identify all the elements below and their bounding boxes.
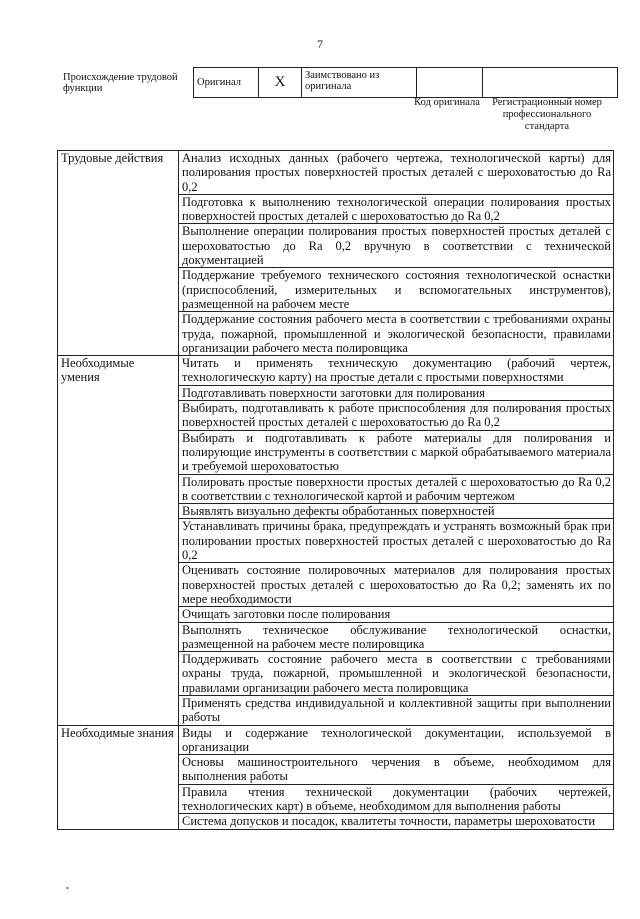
section-item: Основы машиностроительного черчения в объеме, необходимом для выполнения работы [179,755,614,785]
section-title: Необходимые знания [58,725,179,829]
section-item: Подготавливать поверхности заготовки для полирования [179,385,614,400]
table-row [58,151,614,195]
section-item: Устанавливать причины брака, предупреждать и устранять возможный брак при полировании простых поверхностей простых деталей с шероховатостью до Ra 0,2 [179,519,614,563]
section-title: Трудовые действия [58,151,179,356]
page-number: 7 [317,37,323,51]
table-row [58,725,614,755]
section-item: Выполнять техническое обслуживание технологической оснастки, размещенной на рабочем месте полировщика [179,622,614,652]
origin-table [193,67,618,98]
section-item: Применять средства индивидуальной и коллективной защиты при выполнении работы [179,695,614,725]
code-original-label: Код оригинала [414,97,480,108]
original-mark: X [259,68,302,98]
section-item: Читать и применять техническую документацию (рабочий чертеж, технологическую карту) на простые детали с простыми поверхностями [179,356,614,386]
section-item: Подготовка к выполнению технологической операции полирования простых поверхностей простых деталей с шероховатостью до Ra 0,2 [179,194,614,224]
section-item: Анализ исходных данных (рабочего чертежа, технологической карты) для полирования простых поверхностей простых деталей с шероховатостью до Ra 0,2 [179,151,614,195]
section-item: Выбирать, подготавливать к работе приспособления для полирования простых поверхностей простых деталей с шероховатостью до Ra 0,2 [179,401,614,431]
section-item: Выполнение операции полирования простых поверхностей простых деталей с шероховатостью до Ra 0,2 вручную в соответствии с технической документацией [179,224,614,268]
section-item: Выявлять визуально дефекты обработанных поверхностей [179,504,614,519]
function-table [57,150,614,830]
section-item: Очищать заготовки после полирования [179,607,614,622]
origin-label: Происхождение трудовой функции [63,72,178,94]
section-title: Необходимые умения [58,356,179,725]
table-row [58,356,614,386]
section-item: Оценивать состояние полировочных материалов для полирования простых поверхностей простых деталей с шероховатостью до Ra 0,2; заменять их по мере необходимости [179,563,614,607]
section-item: Правила чтения технической документации (рабочих чертежей, технологических карт) в объеме, необходимом для выполнения работы [179,784,614,814]
section-item: Поддерживать состояние рабочего места в соответствии с требованиями охраны труда, пожарной, промышленной и экологической безопасности, правилами организации рабочего места полировщика [179,652,614,696]
reg-number-cell [483,68,618,98]
reg-number-label: Регистрационный номер профессионального стандарта [492,97,602,132]
original-cell: Оригинал [194,68,259,98]
borrowed-cell: Заимствовано из оригинала [302,68,417,98]
section-item: Поддержание требуемого технического состояния технологической оснастки (приспособлений, измерительных и вспомогательных инструментов), размещенной на рабочем месте [179,268,614,312]
section-item: Выбирать и подготавливать к работе материалы для полирования и полирующие инструменты в соответствии с маркой обрабатываемого материала и требуемой шероховатостью [179,430,614,474]
scan-mark: • [66,884,69,893]
section-item: Полировать простые поверхности простых деталей с шероховатостью до Ra 0,2 в соответствии с технологической картой и рабочим чертежом [179,474,614,504]
section-item: Поддержание состояния рабочего места в соответствии с требованиями охраны труда, пожарной, промышленной и экологической безопасности, правилами организации рабочего места полировщика [179,312,614,356]
code-cell [417,68,483,98]
section-item: Виды и содержание технологической документации, используемой в организации [179,725,614,755]
section-item: Система допусков и посадок, квалитеты точности, параметры шероховатости [179,814,614,829]
